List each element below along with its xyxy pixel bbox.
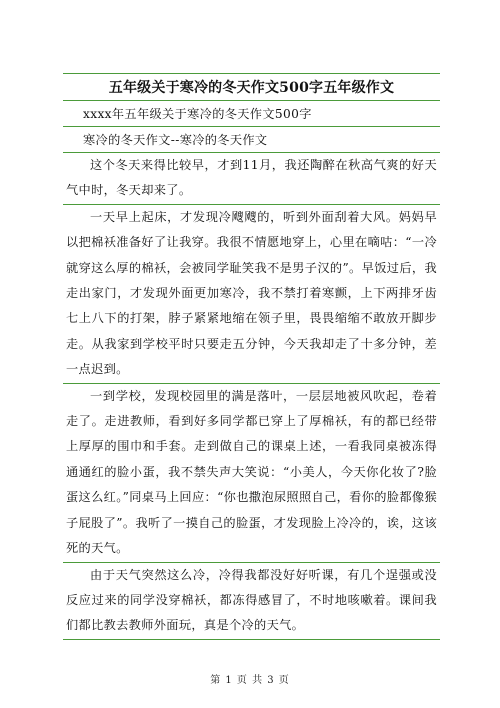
document-subtitle: xxxx年五年级关于寒冷的冬天作文500字	[63, 101, 440, 127]
document-table	[63, 73, 440, 640]
document-title: 五年级关于寒冷的冬天作文500字五年级作文	[63, 74, 440, 101]
document-heading: 寒冷的冬天作文--寒冷的冬天作文	[63, 127, 440, 153]
paragraph: 这个冬天来得比较早，才到11月，我还陶醉在秋高气爽的好天气中时，冬天却来了。	[63, 153, 440, 205]
paragraph: 一天早上起床，才发现冷飕飕的，听到外面刮着大风。妈妈早以把棉袄准备好了让我穿。我很不情愿地穿上，心里在嘀咕：“一冷就穿这么厚的棉袄，会被同学耻笑我不是男子汉的”。早饭过后，我走出家门，才发现外面更加寒冷，我不禁打着寒颤，上下两排牙齿七上八下的打架，脖子紧紧地缩在领子里，畏畏缩缩不敢放开脚步走。从我家到学校平时只要走五分钟，今天我却走了十多分钟，差一点迟到。	[63, 205, 440, 384]
paragraph: 由于天气突然这么冷，冷得我都没好好听课，有几个逞强或没反应过来的同学没穿棉袄，都冻得感冒了，不时地咳嗽着。课间我们都比教去教师外面玩，真是个冷的天气。	[66, 567, 437, 633]
page-indicator: 第 1 页 共 3 页	[210, 675, 290, 686]
paragraph: 一到学校，发现校园里的满是落叶，一层层地被风吹起，卷着走了。走进教师，看到好多同学都已穿上了厚棉袄，有的都已经带上厚厚的围巾和手套。走到做自己的课桌上述，一看我同桌被冻得通通红的脸小蛋，我不禁失声大笑说：“小美人，今天你化妆了?脸蛋这么红。”同桌马上回应：“你也撒泡尿照照自己，看你的脸都像猴子屁股了”。我听了一摸自己的脸蛋，才发现脸上冷冷的，诶，这该死的天气。	[63, 384, 440, 563]
